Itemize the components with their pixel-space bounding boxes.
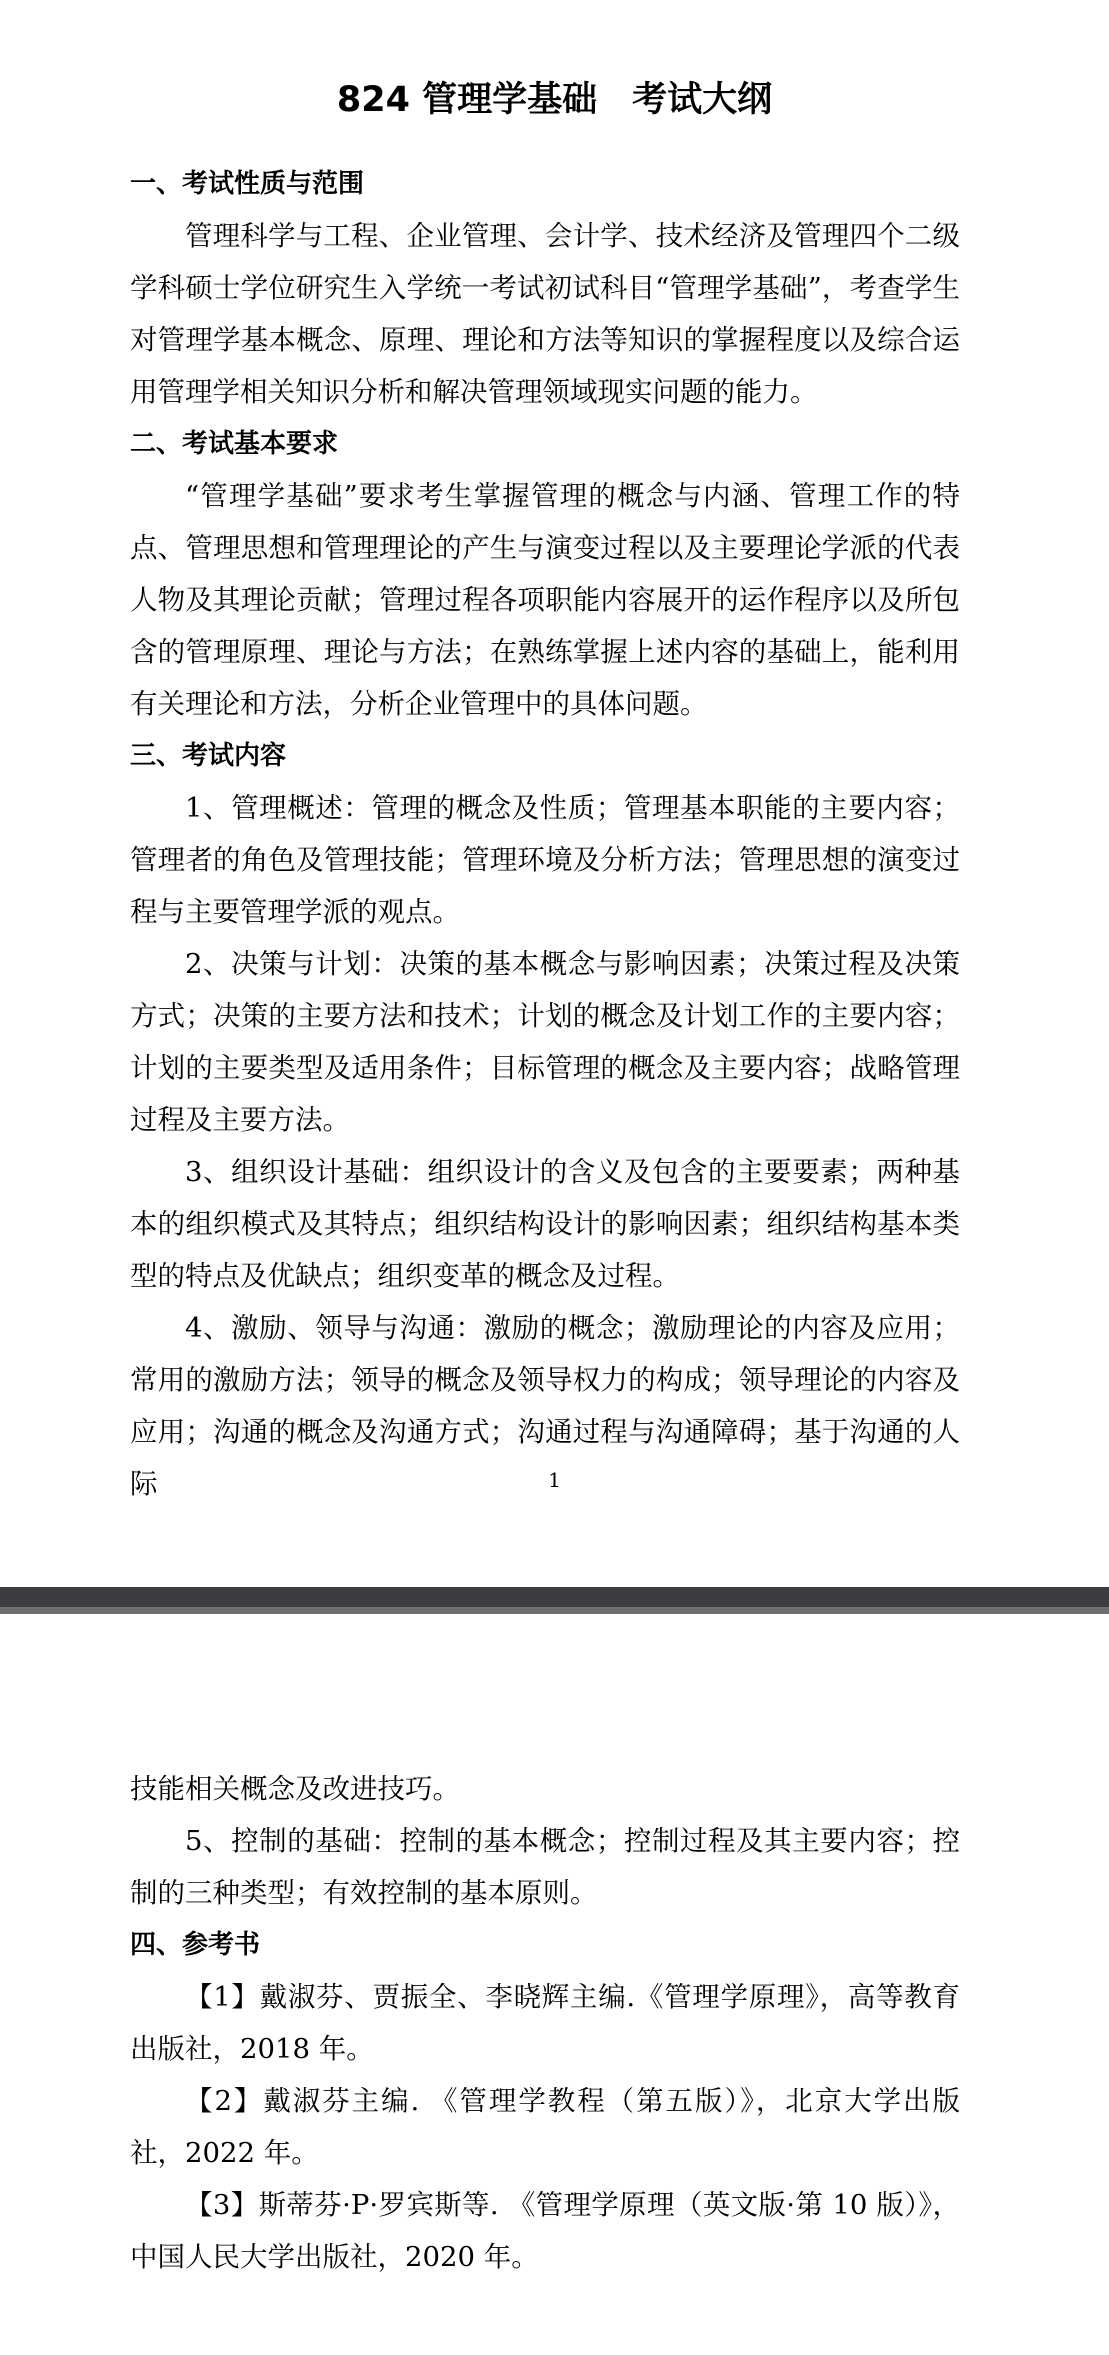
section-heading-scope: 一、考试性质与范围: [130, 169, 365, 199]
section-heading-content: 三、考试内容: [130, 741, 287, 771]
section-body-scope: 管理科学与工程、企业管理、会计学、技术经济及管理四个二级学科硕士学位研究生入学统一考试初试科目“管理学基础”，考查学生对管理学基本概念、原理、理论和方法等知识的掌握程度以及综合运用管理学相关知识分析和解决管理领域现实问题的能力。: [130, 220, 960, 408]
content-item-3: 3、组织设计基础：组织设计的含义及包含的主要要素；两种基本的组织模式及其特点；组织结构设计的影响因素；组织结构基本类型的特点及优缺点；组织变革的概念及过程。: [130, 1156, 960, 1292]
content-item-2: 2、决策与计划：决策的基本概念与影响因素；决策过程及决策方式；决策的主要方法和技术；计划的概念及计划工作的主要内容；计划的主要类型及适用条件；目标管理的概念及主要内容；战略管理过程及主要方法。: [130, 948, 960, 1136]
content-item-4: 4、激励、领导与沟通：激励的概念；激励理论的内容及应用；常用的激励方法；领导的概念及领导权力的构成；领导理论的内容及应用；沟通的概念及沟通方式；沟通过程与沟通障碍；基于沟通的人际: [130, 1312, 960, 1500]
document-title: 824 管理学基础 考试大纲: [336, 80, 773, 120]
page-1-content: [130, 158, 960, 1510]
section-heading-requirements: 二、考试基本要求: [130, 429, 339, 459]
content-item-4-continuation: 技能相关概念及改进技巧。: [130, 1773, 460, 1805]
page-number: 1: [548, 1468, 561, 1492]
page-separator: [0, 1587, 1109, 1614]
reference-book-2: 【2】戴淑芬主编. 《管理学教程（第五版）》，北京大学出版社，2022 年。: [130, 2085, 960, 2169]
section-heading-references: 四、参考书: [130, 1930, 261, 1960]
section-body-requirements: “管理学基础”要求考生掌握管理的概念与内涵、管理工作的特点、管理思想和管理理论的产生与演变过程以及主要理论学派的代表人物及其理论贡献；管理过程各项职能内容展开的运作程序以及所包含的管理原理、理论与方法；在熟练掌握上述内容的基础上，能利用有关理论和方法，分析企业管理中的具体问题。: [130, 480, 960, 720]
reference-book-3: 【3】斯蒂芬·P·罗宾斯等. 《管理学原理（英文版·第 10 版）》，中国人民大学出版社，2020 年。: [130, 2189, 960, 2273]
document-page-2: [0, 1614, 1109, 2355]
content-item-1: 1、管理概述：管理的概念及性质；管理基本职能的主要内容；管理者的角色及管理技能；管理环境及分析方法；管理思想的演变过程与主要管理学派的观点。: [130, 792, 960, 928]
content-item-5: 5、控制的基础：控制的基本概念；控制过程及其主要内容；控制的三种类型；有效控制的基本原则。: [130, 1825, 960, 1909]
page-2-content: [130, 1763, 960, 2283]
reference-book-1: 【1】戴淑芬、贾振全、李晓辉主编.《管理学原理》，高等教育出版社，2018 年。: [130, 1981, 960, 2065]
